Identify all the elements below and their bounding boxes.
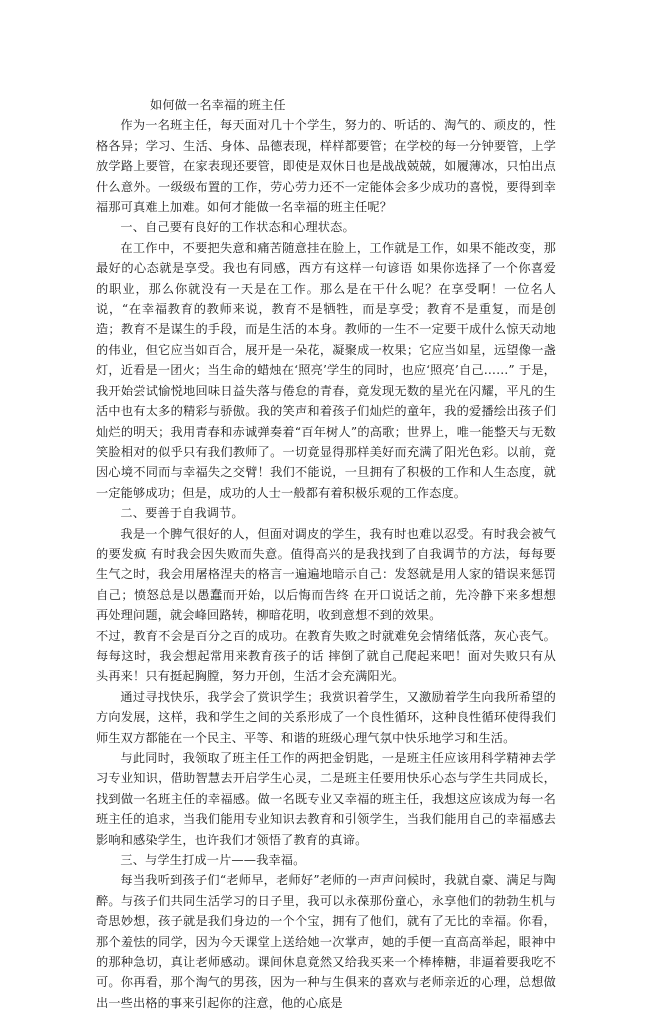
section-heading-3: 三、与学生打成一片——我幸福。 <box>120 853 306 868</box>
section-heading-2: 二、要善于自我调节。 <box>120 506 244 521</box>
paragraph-section-1: 在工作中，不要把失意和痛苦随意挂在脸上，工作就是工作，如果不能改变，那最好的心态就是享受。我也有同感，西方有这样一句谚语 如果你选择了一个你喜爱的职业，那么你就没有一天是在工作。那么是在干什么呢？在享受啊！一位名人说，“在幸福教育的教师来说，教育不是牺牲，而是享受；教育不是重复，而是创造；教育不是谋生的手段，而是生活的本身。教师的一生不一定要干成什么惊天动地的伟业，但它应当如百合，展开是一朵花，凝聚成一枚果；它应当如星，远望像一盏灯，近看是一团火；当生命的蜡烛在‘照亮’学生的同时，也应‘照亮’自己……” 于是，我开始尝试愉悦地回味日益失落与倦怠的青春，竟发现无数的星光在闪耀，平凡的生活中也有太多的精彩与骄傲。我的笑声和着孩子们灿烂的童年，我的爱播绘出孩子们灿烂的明天；我用青春和赤诚弹奏着“百年树人”的高歌；世界上，唯一能整天与无数笑脸相对的似乎只有我们教师了。一切竟显得那样美好而充满了阳光色彩。以前，竟因心境不同而与幸福失之交臂！我们不能说，一旦拥有了积极的工作和人生态度，就一定能够成功；但是，成功的人士一般都有着积极乐观的工作态度。 <box>96 240 556 500</box>
paragraph-students: 每当我听到孩子们“老师早，老师好”老师的一声声问候时，我就自豪、满足与陶醉。与孩子们共同生活学习的日子里，我可以永葆那份童心，永享他们的勃勃生机与奇思妙想，孩子就是我们身边的一个个宝，拥有了他们，就有了无比的幸福。你看，那个羞怯的同学，因为今天课堂上送给她一次掌声，她的手便一直高高举起，眼神中的那种急切，真让老师感动。课间休息竟然又给我买来一个棒棒糖，非逼着要我吃不可。你再看，那个淘气的男孩，因为一种与生俱来的喜欢与老师亲近的心理，总想做出一些出格的事来引起你的注意，他的心底是 <box>96 873 556 1010</box>
document-page <box>96 95 556 1013</box>
paragraph-appreciation: 通过寻找快乐，我学会了赏识学生；我赏识着学生，又激励着学生向我所希望的方向发展，这样，我和学生之间的关系形成了一个良性循环，这种良性循环使得我们师生双方都能在一个民主、平等、和谐的班级心理气氛中快乐地学习和生活。 <box>96 689 556 745</box>
paragraph-self-adjust: 我是一个脾气很好的人，但面对调皮的学生，我有时也难以忍受。有时我会被气的要发疯 有时我会因失败而失意。值得高兴的是我找到了自我调节的方法，每每要生气之时，我会用屠格涅夫的格言一遍遍地暗示自己：发怒就是用人家的错误来惩罚自己；愤怒总是以愚蠢而开始，以后悔而告终 在开口说话之前，先冷静下来多想想再处理问题，就会峰回路转，柳暗花明，收到意想不到的效果。 <box>96 526 556 623</box>
paragraph-intro: 作为一名班主任，每天面对几十个学生，努力的、听话的、淘气的、顽皮的，性格各异；学习、生活、身体、品德表现，样样都要管；在学校的每一分钟要管，上学放学路上要管，在家表现还要管，即使是双休日也是战战兢兢，如履薄冰，只怕出点什么意外。一级级布置的工作，劳心劳力还不一定能体会多少成功的喜悦，要得到幸福那可真难上加难。如何才能做一名幸福的班主任呢？ <box>96 118 556 215</box>
paragraph-failure: 不过，教育不会是百分之百的成功。在教育失败之时就难免会情绪低落，灰心丧气。每每这时，我会想起常用来教育孩子的话 摔倒了就自己爬起来吧！面对失败只有从头再来！只有挺起胸膛，努力开创，生活才会充满阳光。 <box>96 628 556 684</box>
document-title: 如何做一名幸福的班主任 <box>150 98 286 112</box>
paragraph-golden-keys: 与此同时，我领取了班主任工作的两把金钥匙，一是班主任应该用科学精神去学习专业知识，借助智慧去开启学生心灵，二是班主任要用快乐心态与学生共同成长，找到做一名班主任的幸福感。做一名既专业又幸福的班主任，我想这应该成为每一名班主任的追求，当我们能用专业知识去教育和引领学生，当我们能用自己的幸福感去影响和感染学生，也许我们才领悟了教育的真谛。 <box>96 751 556 847</box>
section-heading-1: 一、自己要有良好的工作状态和心理状态。 <box>120 220 355 235</box>
